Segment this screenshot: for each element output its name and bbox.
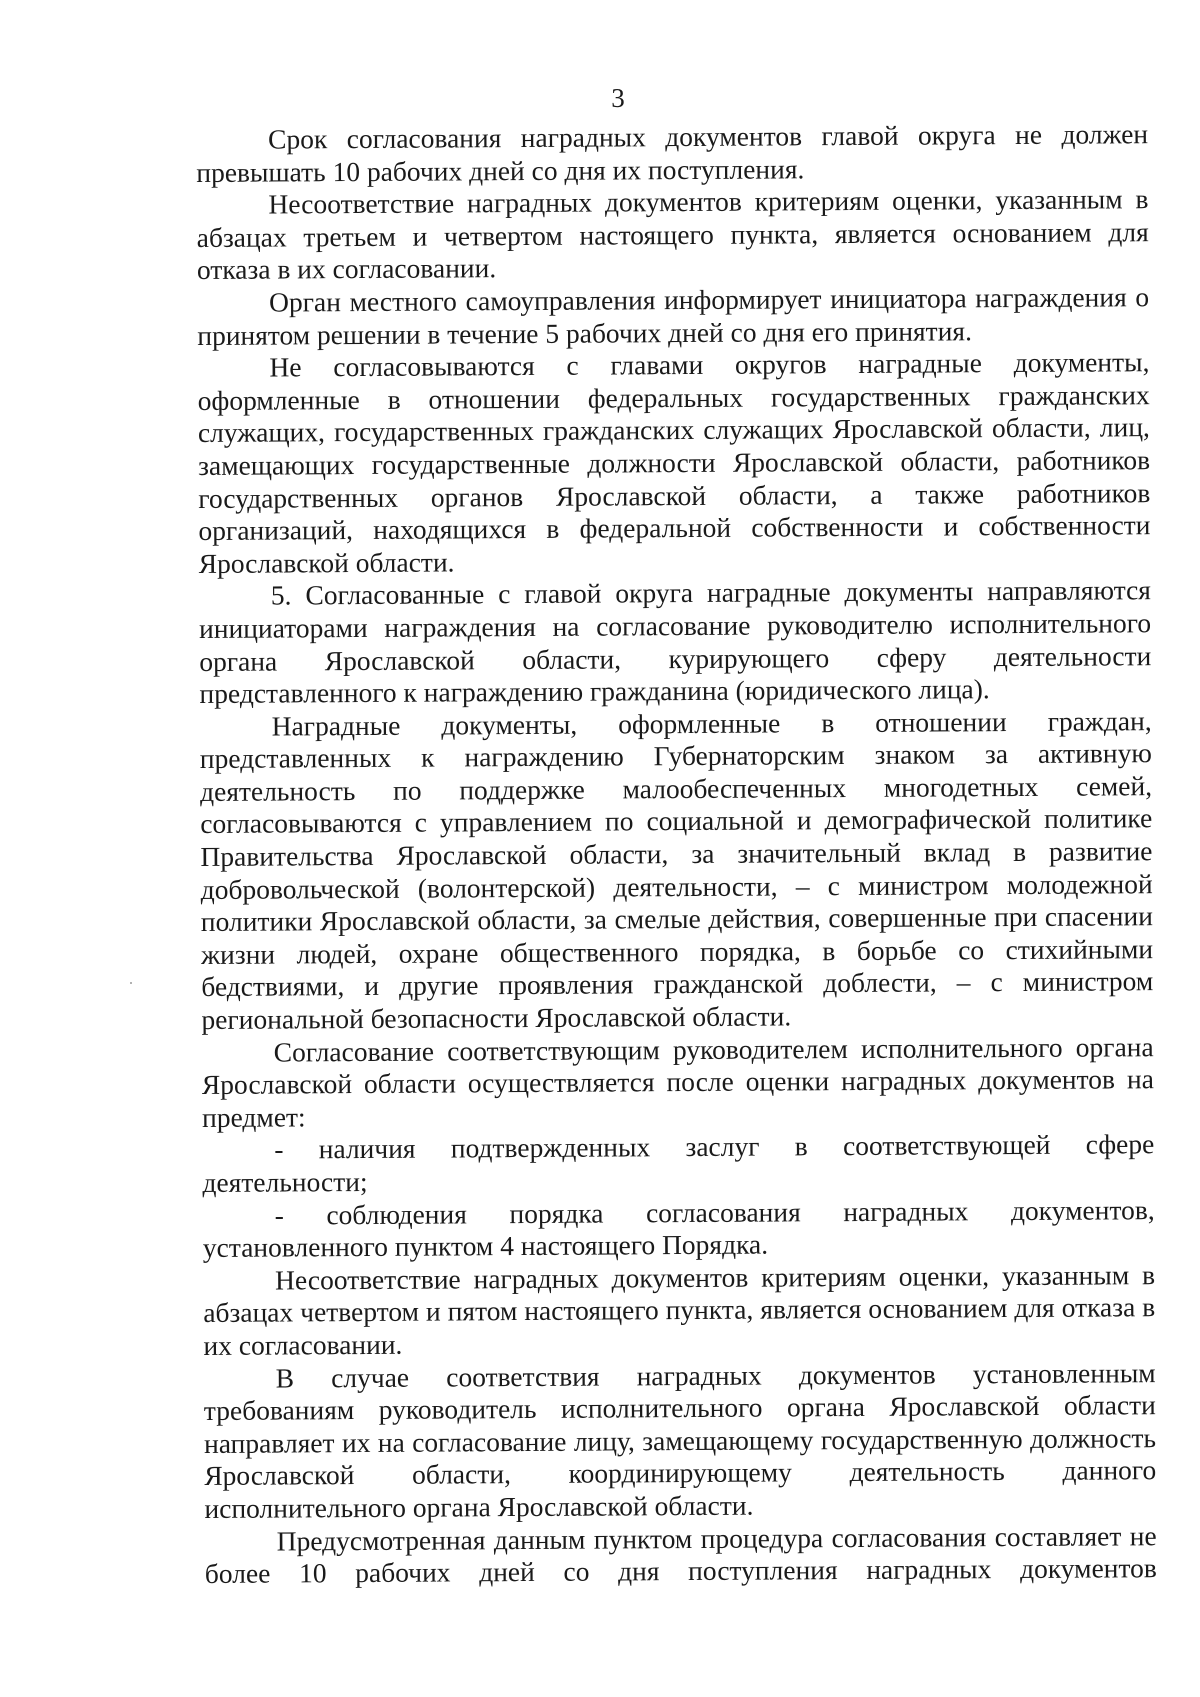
paragraph-approval-assessment: Согласование соответствующим руководителем исполнительного органа Ярославской области осуществляется после оценки наградных документов на предмет: [201, 1030, 1154, 1133]
paragraph-criteria-refusal: Несоответствие наградных документов критериям оценки, указанным в абзацах четвертом и пятом настоящего пункта, является основанием для отказа в их согласовании. [203, 1258, 1156, 1361]
paragraph-mismatch-refusal: Несоответствие наградных документов критериям оценки, указанным в абзацах третьем и четвертом настоящего пункта, является основанием для отказа в их согласовании. [196, 183, 1149, 286]
paragraph-forwarding: В случае соответствия наградных документов установленным требованиям руководитель исполнительного органа Ярославской области направляет их на согласование лицу, замещающему государственную должность Ярославской области, координирующему деятельность данного исполнительного органа Ярославской области. [203, 1356, 1157, 1524]
paragraph-award-documents: Наградные документы, оформленные в отношении граждан, представленных к награждению Губернаторским знаком за активную деятельность по поддержке малообеспеченных многодетных семей, согласовываются с управлением по социальной и демографической политике Правительства Ярославской области, за значительный вклад в развитие добровольческой (волонтерской) деятельности, – с министром молодежной политики Ярославской области, за смелые действия, совершенные при спасении жизни людей, охране общественного порядка, в борьбе со стихийными бедствиями, и другие проявления гражданской доблести, – с министром региональной безопасности Ярославской области. [199, 704, 1154, 1036]
paragraph-approval-deadline: Срок согласования наградных документов главой округа не должен превышать 10 рабочих дней со дня их поступления. [196, 118, 1149, 188]
paragraph-not-approved-cases: Не согласовываются с главами округов наградные документы, оформленные в отношении федеральных государственных гражданских служащих, государственных гражданских служащих Ярославской области, лиц, замещающих государственные должности Ярославской области, работников государственных органов Ярославской области, а также работников организаций, находящихся в федеральной собственности и собственности Ярославской области. [197, 346, 1151, 579]
paragraph-procedure-duration: Предусмотренная данным пунктом процедура согласования составляет не более 10 рабочих дней со дня поступления наградных документов [204, 1519, 1157, 1590]
page-number: 3 [611, 83, 625, 113]
paragraph-self-government-notice: Орган местного самоуправления информирует инициатора награждения о принятом решении в течение 5 рабочих дней со дня его принятия. [197, 281, 1150, 351]
scan-speck [130, 982, 132, 984]
list-item-merits: - наличия подтвержденных заслуг в соответствующей сфере деятельности; [202, 1128, 1155, 1198]
list-item-procedure: - соблюдения порядка согласования наградных документов, установленного пунктом 4 настоящего Порядка. [202, 1193, 1155, 1264]
paragraph-item-5: 5. Согласованные с главой округа наградные документы направляются инициаторами награждения на согласование руководителю исполнительного органа Ярославской области, курирующего сферу деятельности представленного к награждению гражданина (юридического лица). [198, 574, 1152, 710]
document-body [196, 118, 1157, 1591]
